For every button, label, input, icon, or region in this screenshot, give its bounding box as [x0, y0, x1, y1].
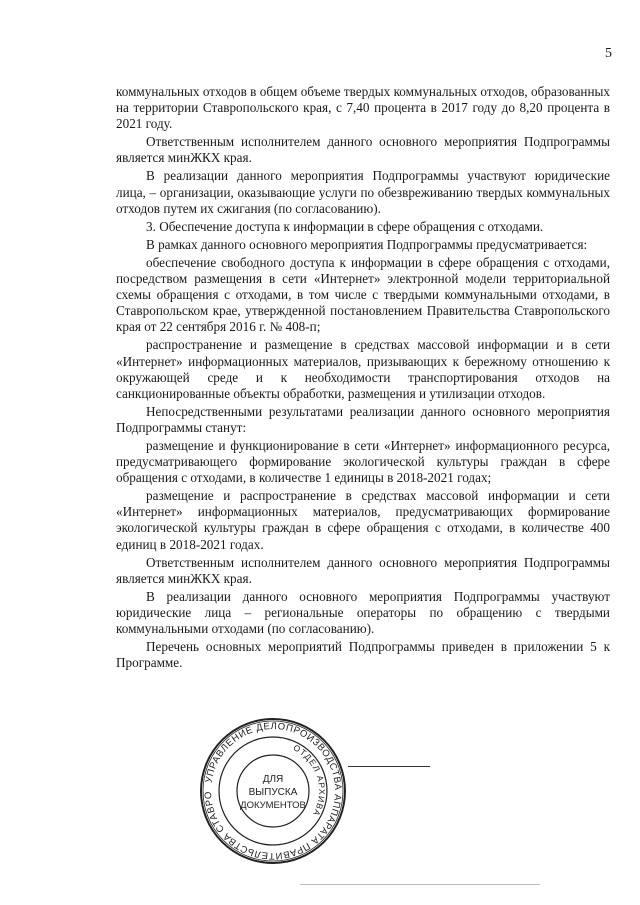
official-stamp	[198, 716, 348, 866]
svg-text:ОТДЕЛ АРХИВА: ОТДЕЛ АРХИВА	[291, 742, 328, 819]
paragraph: распространение и размещение в средствах массовой информации и в сети «Интернет» информационных материалов, призывающих к бережному отношению к окружающей среде и к необходимости транспортирования отходов на санкционированные объекты обработки, размещения и утилизации отходов.	[116, 337, 610, 401]
paragraph: В реализации данного основного мероприятия Подпрограммы участвуют юридические лица – региональные операторы по обращению с твердыми коммунальными отходами (по согласованию).	[116, 588, 610, 636]
paragraph: В реализации данного мероприятия Подпрограммы участвуют юридические лица, – организации, оказывающие услуги по обезвреживанию твердых коммунальных отходов путем их сжигания (по согласованию).	[116, 168, 610, 216]
paragraph: Непосредственными результатами реализации данного основного мероприятия Подпрограммы станут:	[116, 403, 610, 435]
paragraph: Ответственным исполнителем данного основного мероприятия Подпрограммы является минЖКХ края.	[116, 554, 610, 586]
svg-text:ДОКУМЕНТОВ: ДОКУМЕНТОВ	[240, 800, 306, 811]
document-body	[116, 84, 610, 673]
stamp-seal-icon	[198, 716, 348, 866]
paragraph: В рамках данного основного мероприятия Подпрограммы предусматривается:	[146, 236, 588, 252]
paragraph: коммунальных отходов в общем объеме твердых коммунальных отходов, образованных на территории Ставропольского края, с 7,40 процента в 2017 году до 8,20 процента в 2021 году.	[116, 84, 610, 132]
paragraph: Ответственным исполнителем данного основного мероприятия Подпрограммы является минЖКХ края.	[116, 134, 610, 166]
svg-text:ВЫПУСКА: ВЫПУСКА	[248, 787, 298, 798]
signature-line	[348, 766, 430, 767]
paragraph: обеспечение свободного доступа к информации в сфере обращения с отходами, посредством размещения в сети «Интернет» электронной модели территориальной схемы обращения с отходами, в том числе с твердыми коммунальными отходами, в Ставропольском крае, утвержденной постановлением Правительства Ставропольского края от 22 сентября 2016 г. № 408-п;	[116, 254, 610, 335]
footer-divider	[300, 884, 540, 885]
paragraph: Перечень основных мероприятий Подпрограммы приведен в приложении 5 к Программе.	[116, 639, 610, 671]
paragraph: размещение и функционирование в сети «Интернет» информационного ресурса, предусматривающего формирование экологической культуры граждан в сфере обращения с отходами, в количестве 1 единицы в 2018-2021 годах;	[116, 437, 610, 486]
svg-text:ДЛЯ: ДЛЯ	[262, 774, 284, 785]
paragraph: размещение и распространение в средствах массовой информации и сети «Интернет» информационных материалов, предусматривающих формирование экологической культуры граждан в сфере обращения с отходами, в количестве 400 единиц в 2018-2021 годах.	[116, 488, 610, 552]
svg-text:УПРАВЛЕНИЕ ДЕЛОПРОИЗВОДСТВА АП: УПРАВЛЕНИЕ ДЕЛОПРОИЗВОДСТВА АППАРАТА ПРАВИТЕЛЬСТВА СТАВРО	[202, 720, 344, 862]
paragraph: 3. Обеспечение доступа к информации в сфере обращения с отходами.	[146, 218, 544, 234]
page-number: 5	[605, 46, 612, 61]
